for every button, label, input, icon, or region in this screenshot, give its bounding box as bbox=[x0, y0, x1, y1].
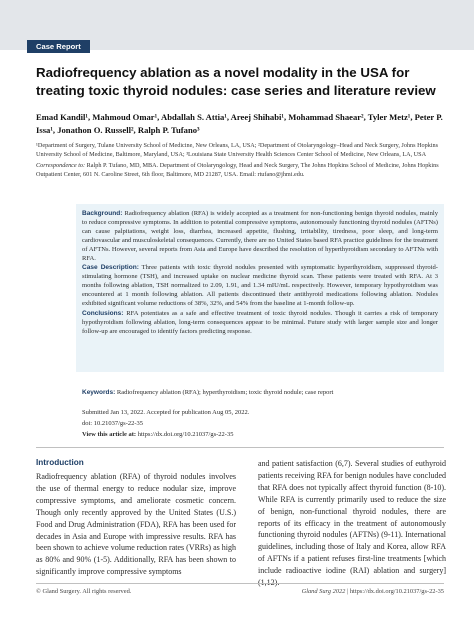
correspondence-text: Ralph P. Tufano, MD, MBA. Department of Otolaryngology, Head and Neck Surgery, The Johns Hopkins School of Medicine, Johns Hopkins Outpatient Center, 601 N. Caroline Street, 6th floor, Baltimore, MD 21287, USA. Email: rtufano@jhmi.edu. bbox=[36, 161, 439, 178]
keywords-text: Radiofrequency ablation (RFA); hyperthyroidism; toxic thyroid nodule; case report bbox=[115, 389, 334, 396]
introduction-heading: Introduction bbox=[36, 458, 84, 467]
section-divider bbox=[36, 447, 444, 448]
view-label: View this article at: bbox=[82, 430, 137, 438]
abstract-background bbox=[82, 209, 438, 263]
keywords bbox=[82, 388, 438, 397]
correspondence bbox=[36, 161, 446, 180]
doi-text: doi: 10.21037/gs-22-35 bbox=[82, 419, 144, 427]
case-label: Case Description: bbox=[82, 264, 139, 272]
author-list: Emad Kandil¹, Mahmoud Omar¹, Abdallah S. Attia¹, Areej Shihabi¹, Mohammad Shaear², Tyler Metz¹, Peter P. Issa¹, Jonathon O. Russell², Ralph P. Tufano³ bbox=[36, 112, 443, 135]
keywords-label: Keywords: bbox=[82, 389, 116, 396]
view-article bbox=[82, 430, 438, 441]
abstract bbox=[82, 209, 438, 336]
submitted-dates: Submitted Jan 13, 2022. Accepted for publication Aug 05, 2022. bbox=[82, 409, 250, 416]
correspondence-label: Correspondence to: bbox=[36, 161, 86, 169]
background-text: Radiofrequency ablation (RFA) is widely accepted as a treatment for non-functioning benign thyroid nodules, mainly to reduce compressive symptoms. In addition to potential compressive symptoms, autonomously functioning thyroid nodules (AFTNs) can cause palpitations, weight loss, diarrhea, increased appetite, flushing, irritability, tiredness, poor sleep, and long-term cardiovascular and musculoskeletal consequences. Currently, there are no United States based RFA practice guidelines for the treatment of AFTNs. However, several reports from Asia and Europe have described the resolution of hyperthyroidism secondary to AFTNs with RFA. bbox=[82, 210, 438, 263]
submission-info bbox=[82, 408, 438, 440]
intro-left-column: Radiofrequency ablation (RFA) of thyroid nodules involves the use of thermal energy to reduce nodular size, improve compressive symptoms, and ameliorate cosmetic concern. Though only recently approved by the United States (U.S.) Food and Drug Administration (FDA), RFA has been used for decades in Asia and Europe with impressive results. RFA has been shown to achieve volume reduction rates (VRRs) as high as 80% and 90% (1-5). Additionally, RFA has been shown to significantly improve compressive symptoms bbox=[36, 472, 236, 577]
intro-right-column: and patient satisfaction (6,7). Several studies of euthyroid patients receiving RFA for benign nodules have concluded that RFA does not typically affect thyroid function (8-10). While RFA is currently primarily used to reduce the size of benign, non-functional thyroid nodules, there are reports of its efficacy in the treatment of autonomously functioning thyroid nodules (AFTNs) (9-11). International guidelines, including those of Italy and Korea, allow RFA of AFTNs if a patient refuses first-line treatments [which include radioactive iodine (RAI) ablation and surgery] (1,12). bbox=[258, 459, 446, 588]
footer-divider bbox=[36, 583, 444, 584]
article-title: Radiofrequency ablation as a novel modality in the USA for treating toxic thyroid nodules: case series and literature review bbox=[36, 65, 436, 98]
journal-citation bbox=[302, 587, 444, 596]
affiliations-text: ¹Department of Surgery, Tulane University School of Medicine, New Orleans, LA, USA; ²Department of Otolaryngology–Head and Neck Surgery, Johns Hopkins University School of Medicine, Baltimore, Maryland, USA; ³Louisiana State University Health Sciences Center School of Medicine, New Orleans, LA, USA bbox=[36, 142, 439, 159]
case-text: Three patients with toxic thyroid nodules presented with symptomatic hyperthyroidism, suppressed thyroid-stimulating hormone (TSH), and increased uptake on nuclear medicine thyroid scan. These patients were treated with RFA. At 3 months following ablation, TSH normalized to 2.09, 1.91, and 1.34 mIU/mL respectively. However, temporary hypothyroidism was encountered at 1 month following ablation. All patients discontinued their antithyroid medications following ablation. Nodules exhibited significant volume reductions of 38%, 32%, and 54% from the baseline at 1-month follow-up. bbox=[82, 264, 438, 308]
conclusions-text: RFA potentiates as a safe and effective treatment of toxic thyroid nodules. Though it carries a risk of temporary hypothyroidism following ablation, long-term consequences appear to be minimal. Future study with larger sample size and longer follow-up are encouraged to identify factors predicting response. bbox=[82, 309, 438, 335]
journal-name: Gland Surg 2022 bbox=[301, 588, 346, 595]
background-label: Background: bbox=[82, 210, 123, 217]
copyright: © Gland Surgery. All rights reserved. bbox=[36, 588, 132, 595]
affiliations-block bbox=[36, 141, 446, 179]
view-url-link[interactable]: https://dx.doi.org/10.21037/gs-22-35 bbox=[136, 430, 234, 438]
abstract-case bbox=[82, 263, 438, 308]
abstract-conclusions bbox=[82, 309, 438, 336]
journal-url: | https://dx.doi.org/10.21037/gs-22-35 bbox=[345, 588, 444, 595]
article-type-badge: Case Report bbox=[27, 40, 90, 53]
conclusions-label: Conclusions: bbox=[82, 309, 124, 317]
